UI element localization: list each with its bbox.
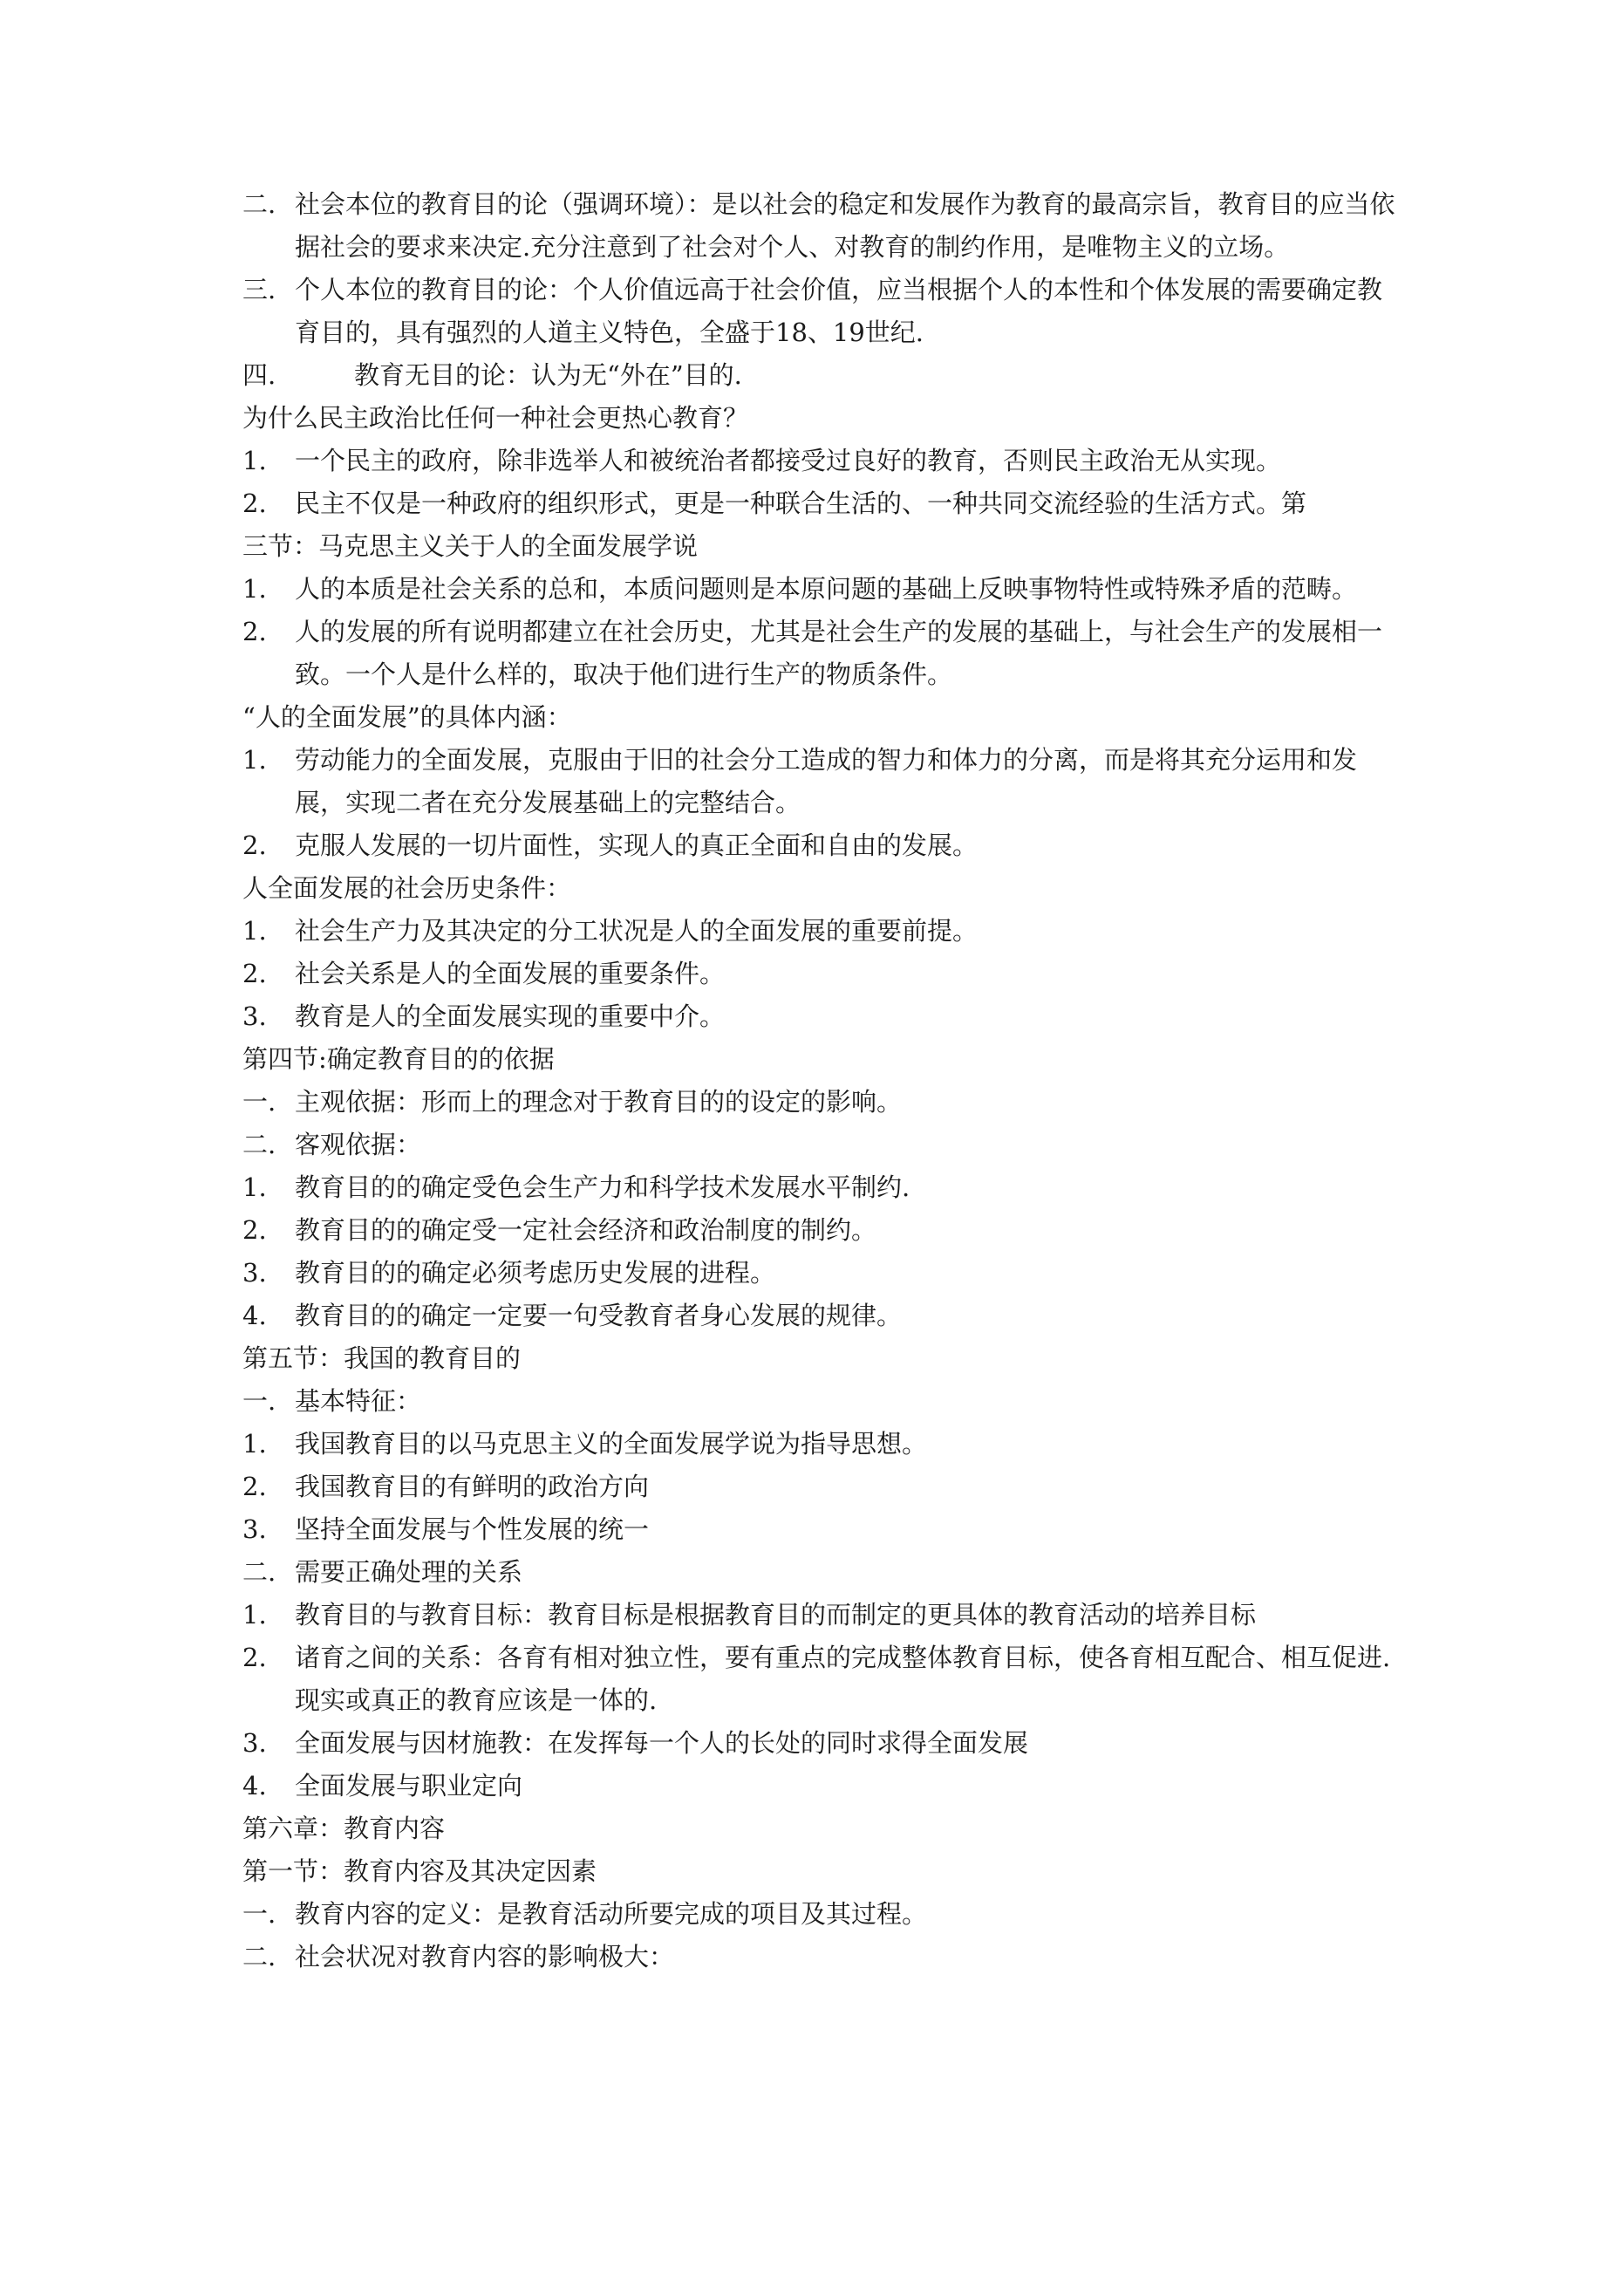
section-heading: 第一节：教育内容及其决定因素 bbox=[242, 1856, 597, 1886]
item-number: 2. bbox=[242, 489, 267, 518]
list-item bbox=[242, 1252, 1402, 1295]
item-text: 社会状况对教育内容的影响极大： bbox=[295, 1942, 675, 1971]
section-heading: “人的全面发展”的具体内涵： bbox=[242, 702, 572, 732]
item-number: 二. bbox=[242, 1942, 276, 1971]
item-text: 个人本位的教育目的论：个人价值远高于社会价值，应当根据个人的本性和个体发展的需要确定教育目的，具有强烈的人道主义特色，全盛于18、19世纪. bbox=[295, 275, 1383, 347]
list-item bbox=[242, 995, 1402, 1038]
list-item bbox=[242, 1380, 1402, 1423]
list-item bbox=[242, 1594, 1402, 1637]
item-number: 1. bbox=[242, 745, 267, 775]
item-text: 全面发展与因材施教：在发挥每一个人的长处的同时求得全面发展 bbox=[295, 1728, 1029, 1758]
list-item bbox=[242, 1893, 1402, 1936]
item-number: 2. bbox=[242, 1643, 267, 1672]
list-item bbox=[242, 568, 1402, 611]
item-text: 需要正确处理的关系 bbox=[295, 1557, 523, 1587]
document-content bbox=[242, 183, 1402, 1978]
list-item bbox=[242, 269, 1402, 354]
item-number: 2. bbox=[242, 617, 267, 646]
list-item bbox=[242, 1295, 1402, 1337]
list-item bbox=[242, 1551, 1402, 1594]
list-item bbox=[242, 1423, 1402, 1466]
section-heading: 人全面发展的社会历史条件： bbox=[242, 873, 572, 903]
list-item bbox=[242, 611, 1402, 696]
item-number: 3. bbox=[242, 1728, 267, 1758]
item-number: 2. bbox=[242, 959, 267, 988]
list-item bbox=[242, 1166, 1402, 1209]
item-number: 2. bbox=[242, 1472, 267, 1501]
list-item bbox=[242, 1765, 1402, 1807]
item-number: 3. bbox=[242, 1001, 267, 1031]
list-item bbox=[242, 1508, 1402, 1551]
item-number: 二. bbox=[242, 1557, 276, 1587]
list-item bbox=[242, 1722, 1402, 1765]
list-item bbox=[242, 1936, 1402, 1978]
list-item bbox=[242, 953, 1402, 995]
item-number: 二. bbox=[242, 1130, 276, 1159]
section-heading: 三节：马克思主义关于人的全面发展学说 bbox=[242, 531, 699, 561]
item-number: 1. bbox=[242, 1429, 267, 1459]
section-heading: 第四节:确定教育目的的依据 bbox=[242, 1044, 555, 1074]
list-item bbox=[242, 910, 1402, 953]
item-number: 1. bbox=[242, 916, 267, 946]
item-number: 一. bbox=[242, 1899, 276, 1929]
item-text: 人的发展的所有说明都建立在社会历史，尤其是社会生产的发展的基础上，与社会生产的发展相一致。一个人是什么样的，取决于他们进行生产的物质条件。 bbox=[295, 617, 1383, 689]
item-text: 社会本位的教育目的论（强调环境）：是以社会的稳定和发展作为教育的最高宗旨，教育目的应当依据社会的要求来决定.充分注意到了社会对个人、对教育的制约作用，是唯物主义的立场。 bbox=[295, 189, 1395, 262]
item-number: 1. bbox=[242, 1600, 267, 1630]
list-item bbox=[242, 440, 1402, 482]
item-number: 4. bbox=[242, 1301, 267, 1330]
item-number: 3. bbox=[242, 1258, 267, 1288]
item-text: 教育目的的确定受色会生产力和科学技术发展水平制约. bbox=[295, 1172, 910, 1202]
item-text: 教育内容的定义：是教育活动所要完成的项目及其过程。 bbox=[295, 1899, 928, 1929]
list-item bbox=[242, 1081, 1402, 1124]
item-text: 劳动能力的全面发展，克服由于旧的社会分工造成的智力和体力的分离，而是将其充分运用和发展，实现二者在充分发展基础上的完整结合。 bbox=[295, 745, 1358, 817]
item-text: 全面发展与职业定向 bbox=[295, 1771, 523, 1801]
list-item bbox=[242, 354, 1402, 397]
item-text: 教育无目的论：认为无“外在”目的. bbox=[354, 360, 742, 390]
item-text: 一个民主的政府，除非选举人和被统治者都接受过良好的教育，否则民主政治无从实现。 bbox=[295, 446, 1282, 475]
item-number: 二. bbox=[242, 189, 276, 219]
item-text: 社会关系是人的全面发展的重要条件。 bbox=[295, 959, 726, 988]
item-text: 诸育之间的关系：各育有相对独立性，要有重点的完成整体教育目标，使各育相互配合、相互促进.现实或真正的教育应该是一体的. bbox=[295, 1643, 1391, 1715]
item-number: 1. bbox=[242, 574, 267, 604]
item-text: 教育目的与教育目标：教育目标是根据教育目的而制定的更具体的教育活动的培养目标 bbox=[295, 1600, 1257, 1630]
item-number: 2. bbox=[242, 1215, 267, 1245]
item-text: 客观依据： bbox=[295, 1130, 422, 1159]
item-number: 一. bbox=[242, 1386, 276, 1416]
item-text: 基本特征： bbox=[295, 1386, 422, 1416]
section-heading: 第五节：我国的教育目的 bbox=[242, 1343, 522, 1373]
list-item bbox=[242, 1124, 1402, 1166]
list-item bbox=[242, 1466, 1402, 1508]
item-number: 2. bbox=[242, 830, 267, 860]
list-item bbox=[242, 739, 1402, 824]
item-text: 教育目的的确定受一定社会经济和政治制度的制约。 bbox=[295, 1215, 877, 1245]
list-item bbox=[242, 183, 1402, 269]
list-item bbox=[242, 1637, 1402, 1722]
item-number: 1. bbox=[242, 446, 267, 475]
item-text: 人的本质是社会关系的总和，本质问题则是本原问题的基础上反映事物特性或特殊矛盾的范畴。 bbox=[295, 574, 1358, 604]
item-text: 民主不仅是一种政府的组织形式，更是一种联合生活的、一种共同交流经验的生活方式。第 bbox=[295, 489, 1307, 518]
item-number: 3. bbox=[242, 1514, 267, 1544]
item-text: 社会生产力及其决定的分工状况是人的全面发展的重要前提。 bbox=[295, 916, 979, 946]
item-text: 教育是人的全面发展实现的重要中介。 bbox=[295, 1001, 726, 1031]
item-text: 主观依据：形而上的理念对于教育目的的设定的影响。 bbox=[295, 1087, 903, 1117]
item-text: 我国教育目的有鲜明的政治方向 bbox=[295, 1472, 650, 1501]
item-number: 三. bbox=[242, 275, 276, 304]
item-text: 教育目的的确定必须考虑历史发展的进程。 bbox=[295, 1258, 776, 1288]
item-text: 克服人发展的一切片面性，实现人的真正全面和自由的发展。 bbox=[295, 830, 979, 860]
item-text: 我国教育目的以马克思主义的全面发展学说为指导思想。 bbox=[295, 1429, 928, 1459]
item-number: 4. bbox=[242, 1771, 267, 1801]
item-text: 教育目的的确定一定要一句受教育者身心发展的规律。 bbox=[295, 1301, 903, 1330]
list-item bbox=[242, 1209, 1402, 1252]
item-text: 坚持全面发展与个性发展的统一 bbox=[295, 1514, 650, 1544]
list-item bbox=[242, 824, 1402, 867]
section-heading: 为什么民主政治比任何一种社会更热心教育？ bbox=[242, 403, 749, 433]
chapter-heading: 第六章：教育内容 bbox=[242, 1814, 446, 1843]
list-item bbox=[242, 482, 1402, 525]
item-number: 四. bbox=[242, 360, 276, 390]
item-number: 一. bbox=[242, 1087, 276, 1117]
item-number: 1. bbox=[242, 1172, 267, 1202]
